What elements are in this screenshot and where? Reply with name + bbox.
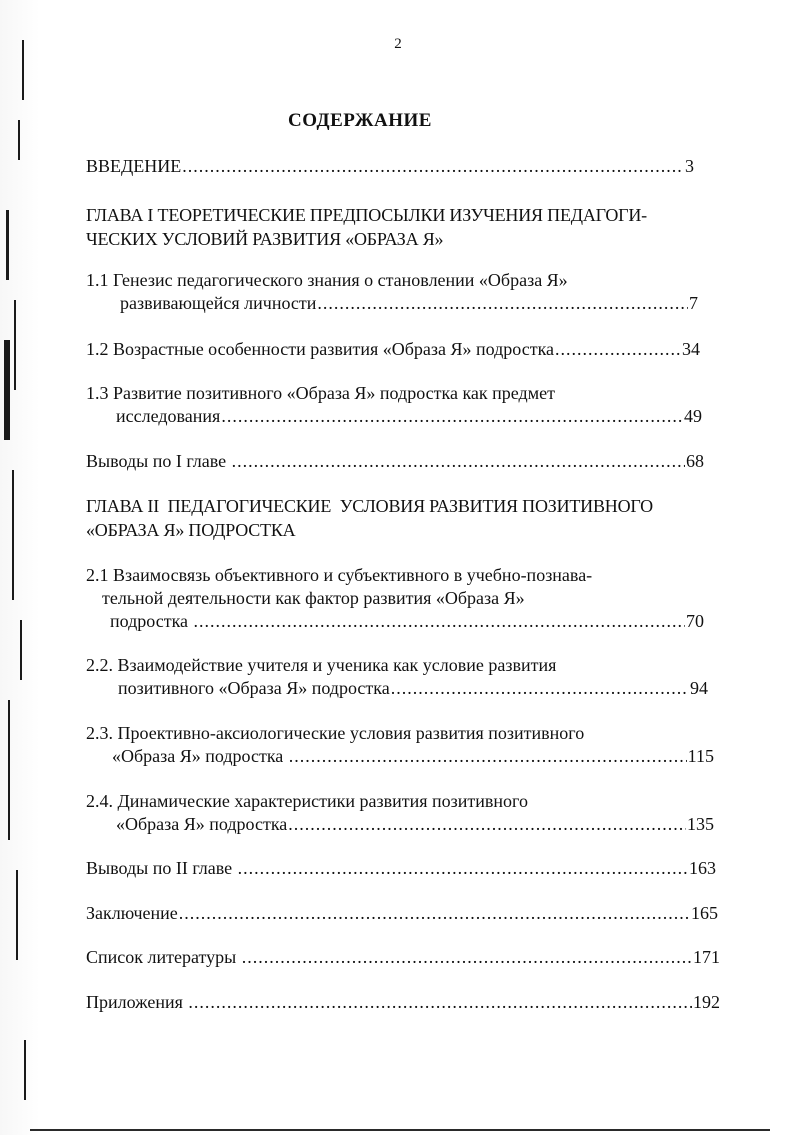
toc-entry-2-2 [86,654,708,700]
toc-entry-line: 2.3. Проективно-аксиологические условия развития позитивного [86,723,585,743]
toc-entry-line: 1.1 Генезис педагогического знания о становлении «Образа Я» [86,270,568,290]
toc-page-number: 34 [682,339,700,359]
chapter-1-line-2: ЧЕСКИХ УСЛОВИЙ РАЗВИТИЯ «ОБРАЗА Я» [86,229,444,249]
toc-page-number: 49 [684,406,702,426]
chapter-1-heading [86,203,726,251]
binding-mark [8,700,10,840]
toc-entry-conclusions-1 [86,450,704,473]
toc-entry-line: 2.4. Динамические характеристики развития позитивного [86,791,528,811]
toc-entry-label: позитивного «Образа Я» подростка [118,678,390,698]
toc-entry-line: 2.2. Взаимодействие учителя и ученика как условие развития [86,655,557,675]
toc-page-number: 68 [686,451,704,471]
toc-entry-label: «Образа Я» подростка [116,814,288,834]
toc-entry-references [86,946,720,969]
page-bottom-edge [30,1129,770,1131]
dot-leader [317,292,688,315]
toc-page-number: 135 [687,814,714,834]
chapter-1-line-1: ГЛАВА I ТЕОРЕТИЧЕСКИЕ ПРЕДПОСЫЛКИ ИЗУЧЕНИЯ ПЕДАГОГИ- [86,205,647,225]
toc-entry-label: Список литературы [86,947,241,967]
toc-entry-label: подростка [110,611,193,631]
binding-mark [6,210,9,280]
toc-entry-label: исследования [116,406,221,426]
binding-mark [14,300,16,390]
toc-entry-line: 1.3 Развитие позитивного «Образа Я» подростка как предмет [86,383,555,403]
binding-mark [20,620,22,680]
toc-entry-label: 1.2 Возрастные особенности развития «Образа Я» подростка [86,339,555,359]
toc-entry-conclusion [86,902,718,925]
dot-leader [221,405,683,428]
dot-leader [555,338,681,361]
toc-entry-2-3 [86,722,714,768]
binding-mark [16,870,18,960]
toc-entry-intro [86,155,694,178]
chapter-2-line-1: ГЛАВА II ПЕДАГОГИЧЕСКИЕ УСЛОВИЯ РАЗВИТИЯ ПОЗИТИВНОГО [86,496,653,516]
dot-leader [242,946,692,969]
toc-entry-label: ВВЕДЕНИЕ [86,156,182,176]
toc-entry-label: Приложения [86,992,188,1012]
toc-entry-appendices [86,991,720,1014]
dot-leader [182,155,684,178]
page-title: СОДЕРЖАНИЕ [288,110,432,131]
toc-page-number: 192 [693,992,720,1012]
dot-leader [179,902,690,925]
dot-leader [188,991,692,1014]
dot-leader [391,677,689,700]
toc-entry-label: развивающейся личности [120,293,317,313]
toc-entry-label: Заключение [86,903,178,923]
binding-mark [4,340,10,440]
toc-entry-label: «Образа Я» подростка [112,746,288,766]
dot-leader [232,450,685,473]
toc-page-number: 171 [693,947,720,967]
binding-mark [12,470,14,600]
scan-binding-edge [0,0,40,1135]
toc-entry-label: Выводы по I главе [86,451,231,471]
dot-leader [288,813,686,836]
toc-page-number: 70 [686,611,704,631]
toc-entry-1-2 [86,338,700,361]
toc-entry-line: тельной деятельности как фактор развития «Образа Я» [102,588,525,608]
toc-page-number: 7 [689,293,698,313]
toc-entry-1-1 [86,269,698,315]
dot-leader [289,745,687,768]
toc-entry-conclusions-2 [86,857,716,880]
chapter-2-heading [86,494,736,542]
toc-page-number: 3 [685,156,694,176]
toc-entry-1-3 [86,382,702,428]
binding-mark [24,1040,26,1100]
dot-leader [238,857,688,880]
toc-page-number: 94 [690,678,708,698]
toc-entry-2-1 [86,564,704,633]
dot-leader [194,610,685,633]
toc-page-number: 165 [691,903,718,923]
toc-page-number: 115 [687,746,714,766]
chapter-2-line-2: «ОБРАЗА Я» ПОДРОСТКА [86,520,296,540]
page-number: 2 [394,36,402,52]
toc-entry-label: Выводы по II главе [86,858,237,878]
toc-page-number: 163 [689,858,716,878]
toc-entry-line: 2.1 Взаимосвязь объективного и субъективного в учебно-познава- [86,565,593,585]
toc-entry-2-4 [86,790,714,836]
